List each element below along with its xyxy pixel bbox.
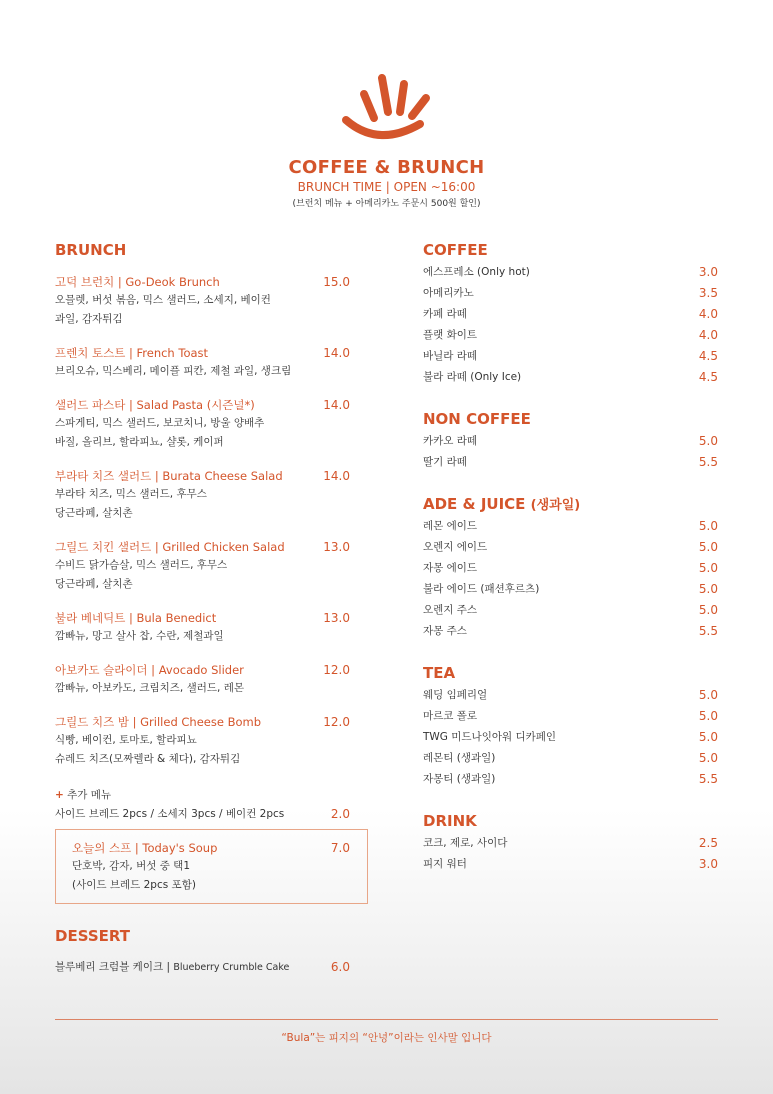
menu-item-price: 13.0 xyxy=(323,540,350,554)
hand-wave-icon xyxy=(338,72,434,146)
menu-item-name: 오렌지 에이드 xyxy=(423,541,488,553)
dessert-section xyxy=(55,926,355,976)
section-title-drink: DRINK xyxy=(423,812,477,830)
dessert-name-ko: 블루베리 크럼블 케이크 | xyxy=(55,961,174,973)
page-title: COFFEE & BRUNCH xyxy=(288,157,485,178)
menu-item-desc: 당근라페, 살치촌 xyxy=(55,578,133,590)
footer-divider xyxy=(55,1019,718,1020)
ade-juice-section xyxy=(423,494,723,642)
menu-item xyxy=(423,833,723,854)
menu-item-desc: 당근라페, 살치촌 xyxy=(55,507,133,519)
extra-menu-price: 2.0 xyxy=(330,807,350,821)
menu-item-price: 14.0 xyxy=(323,469,350,483)
menu-item xyxy=(423,283,723,304)
menu-item xyxy=(55,662,355,698)
menu-item-price: 5.0 xyxy=(698,561,718,575)
soup-price: 7.0 xyxy=(330,841,350,855)
menu-item-name: 고덕 브런치 | Go-Deok Brunch xyxy=(55,275,220,289)
menu-item-price: 3.5 xyxy=(698,286,718,300)
menu-item xyxy=(423,854,723,875)
menu-item-price: 5.0 xyxy=(698,434,718,448)
menu-item-name: 바닐라 라떼 xyxy=(423,350,478,362)
menu-item xyxy=(423,727,723,748)
menu-item xyxy=(423,325,723,346)
menu-item-name: 자몽 에이드 xyxy=(423,562,478,574)
menu-item-price: 4.0 xyxy=(698,307,718,321)
menu-item xyxy=(55,468,355,523)
soup-desc-1: 단호박, 감자, 버섯 중 택1 xyxy=(72,860,190,872)
menu-item xyxy=(423,621,723,642)
menu-item-name: 자몽 주스 xyxy=(423,625,467,637)
menu-item-price: 14.0 xyxy=(323,346,350,360)
menu-item-desc: 수비드 닭가슴살, 믹스 샐러드, 후무스 xyxy=(55,559,228,571)
extra-menu-title: 추가 메뉴 xyxy=(67,789,112,801)
menu-item-name: 부라타 치즈 샐러드 | Burata Cheese Salad xyxy=(55,469,283,483)
promo-note: (브런치 메뉴 + 아메리카노 주문시 500원 할인) xyxy=(292,199,481,209)
menu-item-name: 플랫 화이트 xyxy=(423,329,478,341)
menu-item xyxy=(423,748,723,769)
menu-item-name: 그릴드 치킨 샐러드 | Grilled Chicken Salad xyxy=(55,540,285,554)
menu-item-price: 5.5 xyxy=(698,624,718,638)
menu-item-price: 15.0 xyxy=(323,275,350,289)
menu-item-name: 프렌치 토스트 | French Toast xyxy=(55,346,209,360)
menu-item-name: 웨딩 임페리얼 xyxy=(423,689,488,701)
menu-item xyxy=(423,558,723,579)
menu-item xyxy=(55,274,355,329)
menu-item-name: 자몽티 (생과일) xyxy=(423,773,496,785)
menu-item-name: 아보카도 슬라이더 | Avocado Slider xyxy=(55,663,244,677)
menu-item-name: TWG 미드나잇아워 디카페인 xyxy=(423,731,557,743)
menu-item-price: 5.0 xyxy=(698,688,718,702)
tea-section xyxy=(423,663,723,790)
menu-item-desc: 슈레드 치즈(모짜렐라 & 체다), 감자튀김 xyxy=(55,753,241,765)
menu-item-price: 5.0 xyxy=(698,582,718,596)
footer-note: “Bula”는 피지의 “안녕”이라는 인사말 입니다 xyxy=(281,1032,492,1044)
menu-item xyxy=(423,685,723,706)
soup-box xyxy=(55,829,368,904)
menu-item-name: 아메리카노 xyxy=(423,287,474,299)
extra-menu xyxy=(55,787,355,824)
menu-item xyxy=(423,706,723,727)
menu-item-price: 4.5 xyxy=(698,370,718,384)
menu-item-name: 딸기 라떼 xyxy=(423,456,467,468)
menu-item-desc: 깜빠뉴, 아보카도, 크림치즈, 샐러드, 레몬 xyxy=(55,682,244,694)
menu-item-name: 에스프레소 (Only hot) xyxy=(423,266,530,278)
menu-item-name: 불라 에이드 (패션후르츠) xyxy=(423,583,540,595)
coffee-section xyxy=(423,240,723,388)
menu-item xyxy=(55,610,355,646)
menu-item xyxy=(55,539,355,594)
dessert-name-en: Blueberry Crumble Cake xyxy=(173,962,290,973)
non-coffee-section xyxy=(423,409,723,473)
menu-item-price: 3.0 xyxy=(698,857,718,871)
menu-item-desc: 부라타 치즈, 믹스 샐러드, 후무스 xyxy=(55,488,207,500)
menu-item-price: 14.0 xyxy=(323,398,350,412)
menu-item-desc: 오믈렛, 버섯 볶음, 믹스 샐러드, 소세지, 베이컨 xyxy=(55,294,271,306)
menu-item-desc: 깜빠뉴, 망고 살사 찹, 수란, 제철과일 xyxy=(55,630,224,642)
menu-item-name: 레몬 에이드 xyxy=(423,520,478,532)
soup-name: 오늘의 스프 | Today's Soup xyxy=(72,841,218,855)
brunch-section xyxy=(55,240,355,824)
dessert-price: 6.0 xyxy=(330,960,350,974)
section-title-tea: TEA xyxy=(423,664,456,682)
menu-item xyxy=(423,304,723,325)
menu-item-desc: 스파게티, 믹스 샐러드, 보코치니, 방울 양배추 xyxy=(55,417,265,429)
menu-item-price: 5.0 xyxy=(698,730,718,744)
menu-item-name: 피지 워터 xyxy=(423,858,467,870)
menu-item-name: 불라 라떼 (Only Ice) xyxy=(423,371,522,383)
extra-menu-desc: 사이드 브레드 2pcs / 소세지 3pcs / 베이컨 2pcs xyxy=(55,808,285,820)
menu-item-desc: 브리오슈, 믹스베리, 메이플 피칸, 제철 과일, 생크림 xyxy=(55,365,292,377)
menu-item-name: 불라 베네딕트 | Bula Benedict xyxy=(55,611,217,625)
section-title-ade-juice: ADE & JUICE (생과일) xyxy=(423,495,581,513)
menu-item-price: 5.5 xyxy=(698,455,718,469)
menu-item-desc: 과일, 감자튀김 xyxy=(55,313,123,325)
menu-item xyxy=(423,579,723,600)
menu-item-name: 샐러드 파스타 | Salad Pasta (시즌널*) xyxy=(55,398,255,412)
menu-item-price: 4.0 xyxy=(698,328,718,342)
menu-item-name: 오렌지 주스 xyxy=(423,604,478,616)
dessert-item xyxy=(55,959,355,976)
menu-item xyxy=(423,452,723,473)
menu-item-price: 12.0 xyxy=(323,663,350,677)
menu-item-price: 13.0 xyxy=(323,611,350,625)
menu-item xyxy=(423,346,723,367)
menu-item xyxy=(55,397,355,452)
section-title-non-coffee: NON COFFEE xyxy=(423,410,531,428)
menu-item-price: 2.5 xyxy=(698,836,718,850)
menu-item xyxy=(423,537,723,558)
menu-item xyxy=(423,769,723,790)
menu-item-price: 5.0 xyxy=(698,540,718,554)
menu-item xyxy=(423,367,723,388)
menu-item-price: 5.5 xyxy=(698,772,718,786)
menu-item-name: 레몬티 (생과일) xyxy=(423,752,496,764)
menu-item xyxy=(423,600,723,621)
section-title-coffee: COFFEE xyxy=(423,241,488,259)
menu-item-desc: 바질, 올리브, 할라피뇨, 샬롯, 케이퍼 xyxy=(55,436,224,448)
menu-item-name: 그릴드 치즈 밤 | Grilled Cheese Bomb xyxy=(55,715,262,729)
menu-item-price: 5.0 xyxy=(698,519,718,533)
menu-item-desc: 식빵, 베이컨, 토마토, 할라피뇨 xyxy=(55,734,197,746)
menu-item-price: 4.5 xyxy=(698,349,718,363)
menu-item-price: 3.0 xyxy=(698,265,718,279)
menu-item-name: 마르코 폴로 xyxy=(423,710,478,722)
menu-item-price: 5.0 xyxy=(698,603,718,617)
section-title-brunch: BRUNCH xyxy=(55,241,127,259)
page-subtitle: BRUNCH TIME | OPEN ~16:00 xyxy=(297,180,476,194)
drinks-column xyxy=(423,240,723,896)
menu-item-name: 코크, 제로, 사이다 xyxy=(423,837,508,849)
menu-item xyxy=(423,516,723,537)
menu-item xyxy=(423,431,723,452)
plus-icon: + xyxy=(55,789,64,801)
menu-item-price: 5.0 xyxy=(698,751,718,765)
menu-item xyxy=(55,714,355,769)
menu-item xyxy=(423,262,723,283)
section-title-dessert: DESSERT xyxy=(55,927,130,945)
menu-item-name: 카페 라떼 xyxy=(423,308,467,320)
soup-desc-2: (사이드 브레드 2pcs 포함) xyxy=(72,879,196,891)
menu-item-price: 5.0 xyxy=(698,709,718,723)
menu-item-name: 카카오 라떼 xyxy=(423,435,478,447)
menu-item-price: 12.0 xyxy=(323,715,350,729)
drink-section xyxy=(423,811,723,875)
menu-item xyxy=(55,345,355,381)
